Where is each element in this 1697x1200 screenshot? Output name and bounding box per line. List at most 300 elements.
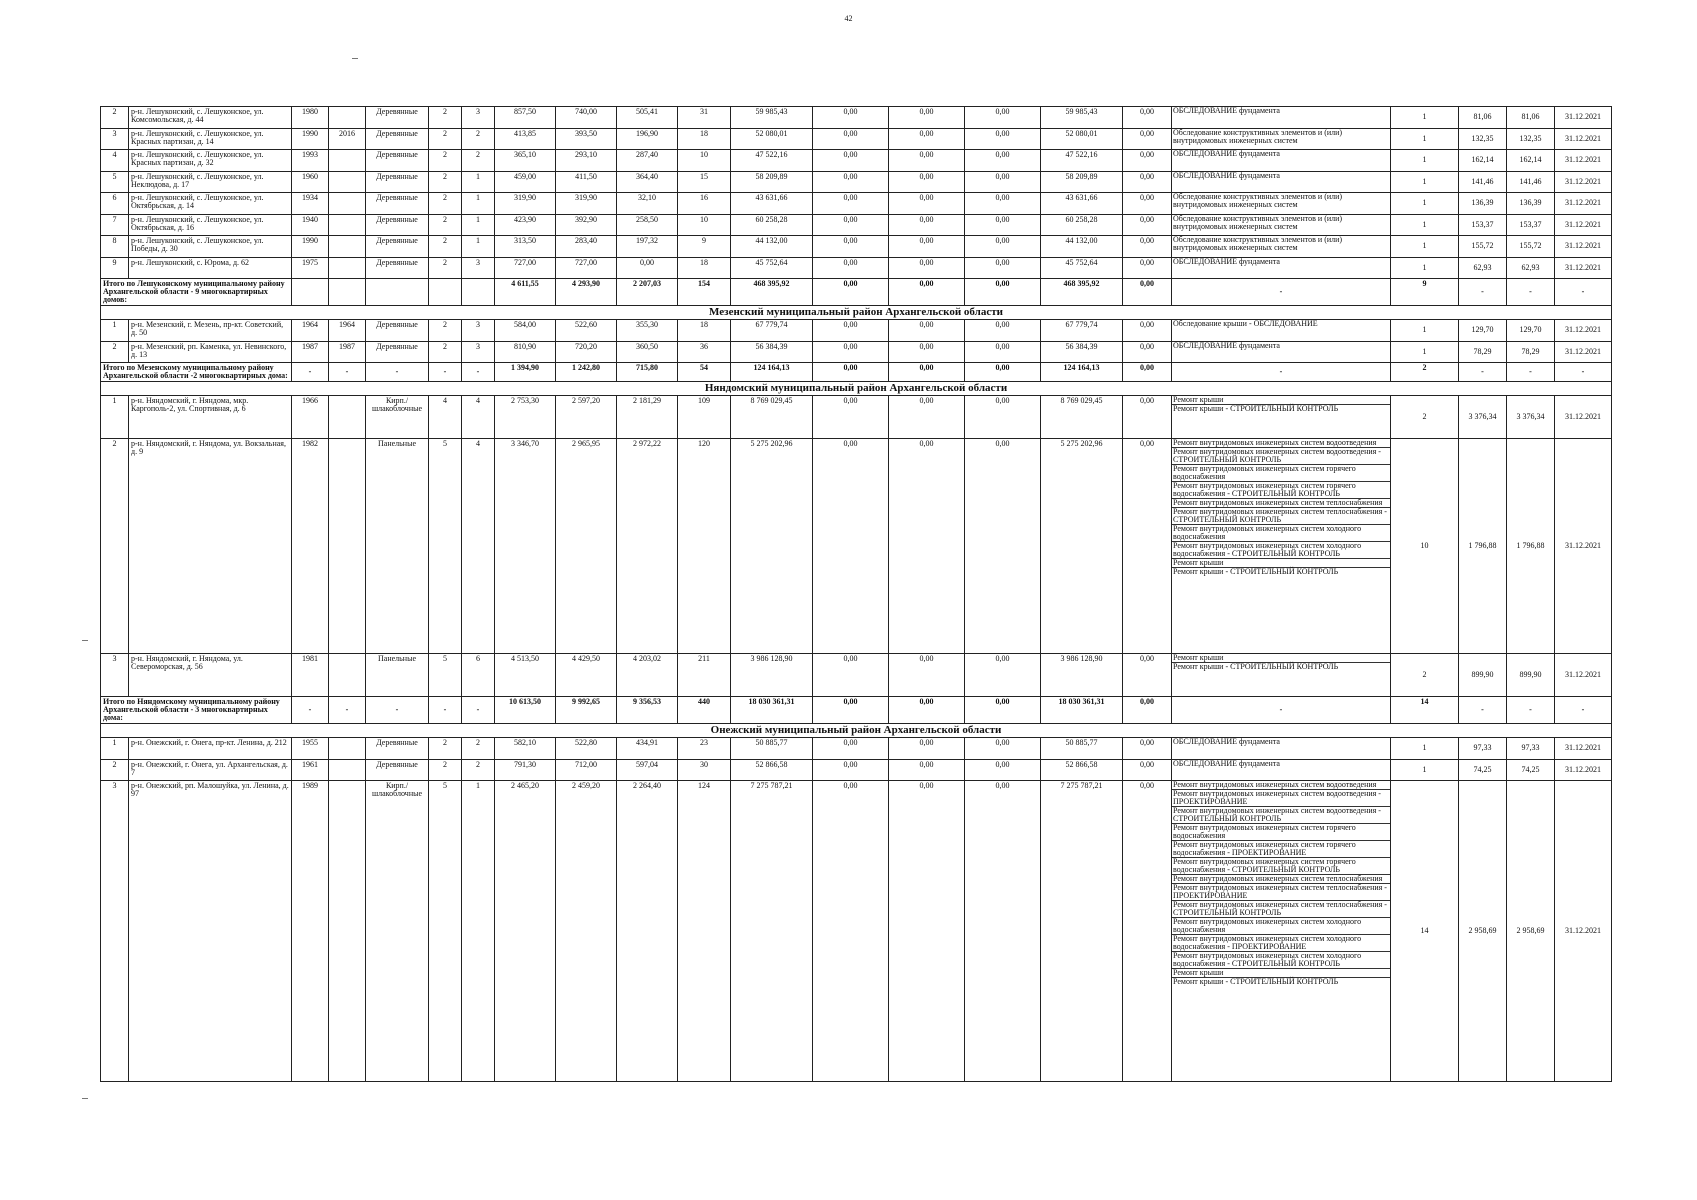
table-row	[101, 781, 1612, 1082]
row-number: 9	[101, 257, 129, 279]
work-item: Ремонт крыши	[1172, 969, 1390, 978]
residents-cell: 36	[678, 341, 731, 363]
region-budget-cell: 0,00	[889, 654, 965, 697]
deadline-cell: 31.12.2021	[1555, 171, 1612, 193]
repair-cost-cell: 8 769 029,45	[731, 396, 813, 439]
work-item: ОБСЛЕДОВАНИЕ фундамента	[1173, 257, 1280, 266]
work-item: Обследование конструктивных элементов и (или) внутридомовых инженерных систем	[1173, 192, 1343, 209]
other-funds-cell: 0,00	[1123, 193, 1172, 215]
total-works-cell: -	[1172, 279, 1391, 306]
works-cell	[1172, 236, 1391, 258]
total-value-cell: 0,00	[889, 279, 965, 306]
repair-cost-cell: 56 384,39	[731, 341, 813, 363]
living-area-cell: 720,20	[556, 341, 617, 363]
total-dash-cell: -	[1555, 279, 1612, 306]
repair-cost-cell: 52 080,01	[731, 128, 813, 150]
total-count-cell: 9	[1391, 279, 1459, 306]
work-count-cell: 2	[1391, 396, 1459, 439]
wall-material-cell: Деревянные	[366, 171, 429, 193]
address-cell: р-н. Лешуконский, с. Лешуконское, ул. Октябрьская, д. 14	[129, 193, 292, 215]
total-dash-cell: -	[329, 697, 366, 724]
owned-area-cell: 505,41	[617, 107, 678, 129]
region-budget-cell: 0,00	[889, 439, 965, 654]
residents-cell: 23	[678, 738, 731, 760]
deadline-cell: 31.12.2021	[1555, 107, 1612, 129]
work-item: ОБСЛЕДОВАНИЕ фундамента	[1173, 171, 1280, 180]
owner-funds-cell: 47 522,16	[1041, 150, 1123, 172]
works-cell	[1172, 214, 1391, 236]
other-funds-cell: 0,00	[1123, 759, 1172, 781]
total-dash-cell: -	[366, 363, 429, 382]
deadline-cell: 31.12.2021	[1555, 781, 1612, 1082]
reconstruction-year-cell	[329, 171, 366, 193]
region-budget-cell: 0,00	[889, 396, 965, 439]
work-item: Ремонт внутридомовых инженерных систем теплоснабжения - ПРОЕКТИРОВАНИЕ	[1172, 884, 1390, 901]
work-item: Ремонт крыши - СТРОИТЕЛЬНЫЙ КОНТРОЛЬ	[1173, 567, 1339, 576]
row-number: 2	[101, 107, 129, 129]
floors-cell: 2	[429, 236, 462, 258]
local-budget-cell: 0,00	[965, 193, 1041, 215]
wall-material-cell: Кирп./ шлакоблочные	[366, 781, 429, 1082]
owner-funds-cell: 8 769 029,45	[1041, 396, 1123, 439]
owned-area-cell: 196,90	[617, 128, 678, 150]
total-value-cell: 0,00	[1123, 697, 1172, 724]
total-value-cell: 4 293,90	[556, 279, 617, 306]
build-year-cell: 1987	[292, 341, 329, 363]
living-area-cell: 522,60	[556, 320, 617, 342]
total-dash-cell: -	[292, 697, 329, 724]
total-dash-cell	[429, 279, 462, 306]
max-unit-cost-cell: 2 958,69	[1507, 781, 1555, 1082]
repair-cost-cell: 60 258,28	[731, 214, 813, 236]
table-row	[101, 439, 1612, 654]
max-unit-cost-cell: 129,70	[1507, 320, 1555, 342]
unit-cost-cell: 153,37	[1459, 214, 1507, 236]
reconstruction-year-cell: 1987	[329, 341, 366, 363]
total-dash-cell	[292, 279, 329, 306]
works-cell	[1172, 341, 1391, 363]
build-year-cell: 1993	[292, 150, 329, 172]
work-item: Ремонт внутридомовых инженерных систем горячего водоснабжения - СТРОИТЕЛЬНЫЙ КОНТРОЛЬ	[1172, 482, 1390, 499]
floors-cell: 2	[429, 193, 462, 215]
address-cell: р-н. Лешуконский, с. Лешуконское, ул. Красных партизан, д. 32	[129, 150, 292, 172]
local-budget-cell: 0,00	[965, 781, 1041, 1082]
floors-cell: 5	[429, 654, 462, 697]
owned-area-cell: 32,10	[617, 193, 678, 215]
total-dash-cell: -	[1555, 697, 1612, 724]
max-unit-cost-cell: 136,39	[1507, 193, 1555, 215]
floors-cell: 2	[429, 341, 462, 363]
row-number: 3	[101, 654, 129, 697]
max-unit-cost-cell: 81,06	[1507, 107, 1555, 129]
build-year-cell: 1961	[292, 759, 329, 781]
unit-cost-cell: 2 958,69	[1459, 781, 1507, 1082]
other-funds-cell: 0,00	[1123, 236, 1172, 258]
work-item: Ремонт внутридомовых инженерных систем теплоснабжения	[1172, 499, 1390, 508]
total-area-cell: 584,00	[495, 320, 556, 342]
table-row	[101, 107, 1612, 129]
build-year-cell: 1934	[292, 193, 329, 215]
total-dash-cell: -	[366, 697, 429, 724]
total-dash-cell: -	[1459, 363, 1507, 382]
table-row	[101, 236, 1612, 258]
total-dash-cell: -	[1459, 279, 1507, 306]
reconstruction-year-cell	[329, 214, 366, 236]
region-budget-cell: 0,00	[889, 107, 965, 129]
total-dash-cell: -	[292, 363, 329, 382]
total-value-cell: 9 992,65	[556, 697, 617, 724]
work-count-cell: 1	[1391, 759, 1459, 781]
deadline-cell: 31.12.2021	[1555, 193, 1612, 215]
other-funds-cell: 0,00	[1123, 439, 1172, 654]
total-label: Итого по Няндомскому муниципальному району Архангельской области - 3 многоквартирных дома:	[101, 697, 292, 724]
total-area-cell: 313,50	[495, 236, 556, 258]
total-dash-cell: -	[1555, 363, 1612, 382]
fund-cell: 0,00	[813, 128, 889, 150]
work-count-cell: 1	[1391, 214, 1459, 236]
region-header-row	[101, 306, 1612, 320]
living-area-cell: 2 459,20	[556, 781, 617, 1082]
owned-area-cell: 0,00	[617, 257, 678, 279]
fund-cell: 0,00	[813, 341, 889, 363]
total-dash-cell: -	[1507, 363, 1555, 382]
work-count-cell: 1	[1391, 738, 1459, 760]
total-value-cell: 4 611,55	[495, 279, 556, 306]
total-area-cell: 857,50	[495, 107, 556, 129]
local-budget-cell: 0,00	[965, 257, 1041, 279]
entrances-cell: 2	[462, 150, 495, 172]
unit-cost-cell: 162,14	[1459, 150, 1507, 172]
work-count-cell: 10	[1391, 439, 1459, 654]
owned-area-cell: 364,40	[617, 171, 678, 193]
living-area-cell: 712,00	[556, 759, 617, 781]
deadline-cell: 31.12.2021	[1555, 654, 1612, 697]
living-area-cell: 4 429,50	[556, 654, 617, 697]
table-row	[101, 150, 1612, 172]
total-dash-cell: -	[429, 697, 462, 724]
region-header-row	[101, 382, 1612, 396]
owned-area-cell: 355,30	[617, 320, 678, 342]
works-cell	[1172, 439, 1391, 654]
residents-cell: 120	[678, 439, 731, 654]
entrances-cell: 4	[462, 396, 495, 439]
wall-material-cell: Кирп./ шлакоблочные	[366, 396, 429, 439]
table-row	[101, 320, 1612, 342]
residents-cell: 15	[678, 171, 731, 193]
wall-material-cell: Панельные	[366, 654, 429, 697]
work-item: Обследование крыши - ОБСЛЕДОВАНИЕ	[1173, 319, 1318, 328]
repair-cost-cell: 47 522,16	[731, 150, 813, 172]
work-item: Ремонт внутридомовых инженерных систем водоотведения	[1172, 781, 1390, 790]
work-item: Ремонт внутридомовых инженерных систем теплоснабжения - СТРОИТЕЛЬНЫЙ КОНТРОЛЬ	[1172, 901, 1390, 918]
work-item: Ремонт крыши	[1172, 654, 1390, 663]
wall-material-cell: Деревянные	[366, 236, 429, 258]
works-cell	[1172, 107, 1391, 129]
total-dash-cell: -	[1459, 697, 1507, 724]
fund-cell: 0,00	[813, 738, 889, 760]
address-cell: р-н. Онежский, г. Онега, пр-кт. Ленина, д. 212	[129, 738, 292, 760]
repair-cost-cell: 44 132,00	[731, 236, 813, 258]
address-cell: р-н. Лешуконский, с. Лешуконское, ул. Победы, д. 30	[129, 236, 292, 258]
region-budget-cell: 0,00	[889, 236, 965, 258]
total-value-cell: 0,00	[813, 279, 889, 306]
total-area-cell: 582,10	[495, 738, 556, 760]
total-area-cell: 810,90	[495, 341, 556, 363]
local-budget-cell: 0,00	[965, 107, 1041, 129]
row-number: 2	[101, 341, 129, 363]
total-value-cell: 0,00	[965, 697, 1041, 724]
owner-funds-cell: 56 384,39	[1041, 341, 1123, 363]
fund-cell: 0,00	[813, 320, 889, 342]
total-value-cell: 468 395,92	[1041, 279, 1123, 306]
owner-funds-cell: 59 985,43	[1041, 107, 1123, 129]
row-number: 1	[101, 396, 129, 439]
max-unit-cost-cell: 78,29	[1507, 341, 1555, 363]
entrances-cell: 1	[462, 236, 495, 258]
total-row	[101, 279, 1612, 306]
residents-cell: 124	[678, 781, 731, 1082]
total-value-cell: 124 164,13	[731, 363, 813, 382]
entrances-cell: 2	[462, 738, 495, 760]
fund-cell: 0,00	[813, 396, 889, 439]
owner-funds-cell: 60 258,28	[1041, 214, 1123, 236]
address-cell: р-н. Мезенский, рп. Каменка, ул. Невинского, д. 13	[129, 341, 292, 363]
row-number: 1	[101, 738, 129, 760]
works-cell	[1172, 781, 1391, 1082]
work-count-cell: 1	[1391, 150, 1459, 172]
fund-cell: 0,00	[813, 236, 889, 258]
total-label: Итого по Лешуконскому муниципальному району Архангельской области - 9 многоквартирных домов:	[101, 279, 292, 306]
repair-cost-cell: 7 275 787,21	[731, 781, 813, 1082]
residents-cell: 18	[678, 128, 731, 150]
address-cell: р-н. Няндомский, г. Няндома, ул. Вокзальная, д. 9	[129, 439, 292, 654]
work-count-cell: 1	[1391, 128, 1459, 150]
owned-area-cell: 197,32	[617, 236, 678, 258]
row-number: 2	[101, 759, 129, 781]
total-dash-cell	[329, 279, 366, 306]
work-item: Ремонт крыши - СТРОИТЕЛЬНЫЙ КОНТРОЛЬ	[1173, 404, 1339, 413]
work-item: Ремонт внутридомовых инженерных систем горячего водоснабжения	[1172, 824, 1390, 841]
work-count-cell: 1	[1391, 341, 1459, 363]
owner-funds-cell: 50 885,77	[1041, 738, 1123, 760]
max-unit-cost-cell: 153,37	[1507, 214, 1555, 236]
unit-cost-cell: 3 376,34	[1459, 396, 1507, 439]
fund-cell: 0,00	[813, 214, 889, 236]
total-works-cell: -	[1172, 697, 1391, 724]
build-year-cell: 1990	[292, 236, 329, 258]
entrances-cell: 1	[462, 193, 495, 215]
local-budget-cell: 0,00	[965, 759, 1041, 781]
region-title: Няндомский муниципальный район Архангельской области	[101, 382, 1612, 396]
work-count-cell: 1	[1391, 193, 1459, 215]
floors-cell: 2	[429, 171, 462, 193]
max-unit-cost-cell: 141,46	[1507, 171, 1555, 193]
work-item: Ремонт внутридомовых инженерных систем водоотведения - СТРОИТЕЛЬНЫЙ КОНТРОЛЬ	[1172, 807, 1390, 824]
region-budget-cell: 0,00	[889, 320, 965, 342]
row-number: 3	[101, 781, 129, 1082]
living-area-cell: 283,40	[556, 236, 617, 258]
local-budget-cell: 0,00	[965, 214, 1041, 236]
owner-funds-cell: 67 779,74	[1041, 320, 1123, 342]
capital-repair-table	[100, 106, 1612, 1082]
floors-cell: 2	[429, 320, 462, 342]
owned-area-cell: 434,91	[617, 738, 678, 760]
work-item: Ремонт внутридомовых инженерных систем водоотведения - ПРОЕКТИРОВАНИЕ	[1172, 790, 1390, 807]
unit-cost-cell: 62,93	[1459, 257, 1507, 279]
residents-cell: 16	[678, 193, 731, 215]
work-item: Ремонт внутридомовых инженерных систем холодного водоснабжения	[1172, 918, 1390, 935]
work-item: ОБСЛЕДОВАНИЕ фундамента	[1173, 341, 1280, 350]
owner-funds-cell: 7 275 787,21	[1041, 781, 1123, 1082]
local-budget-cell: 0,00	[965, 341, 1041, 363]
works-cell	[1172, 396, 1391, 439]
scan-speck	[82, 1098, 88, 1099]
work-count-cell: 1	[1391, 236, 1459, 258]
floors-cell: 4	[429, 396, 462, 439]
deadline-cell: 31.12.2021	[1555, 341, 1612, 363]
entrances-cell: 2	[462, 759, 495, 781]
repair-cost-cell: 45 752,64	[731, 257, 813, 279]
build-year-cell: 1964	[292, 320, 329, 342]
max-unit-cost-cell: 74,25	[1507, 759, 1555, 781]
address-cell: р-н. Онежский, рп. Малошуйка, ул. Ленина, д. 97	[129, 781, 292, 1082]
build-year-cell: 1990	[292, 128, 329, 150]
floors-cell: 2	[429, 107, 462, 129]
region-budget-cell: 0,00	[889, 781, 965, 1082]
reconstruction-year-cell	[329, 236, 366, 258]
living-area-cell: 727,00	[556, 257, 617, 279]
table-row	[101, 171, 1612, 193]
max-unit-cost-cell: 97,33	[1507, 738, 1555, 760]
region-budget-cell: 0,00	[889, 150, 965, 172]
max-unit-cost-cell: 3 376,34	[1507, 396, 1555, 439]
owner-funds-cell: 52 866,58	[1041, 759, 1123, 781]
unit-cost-cell: 1 796,88	[1459, 439, 1507, 654]
address-cell: р-н. Няндомский, г. Няндома, мкр. Каргополь-2, ул. Спортивная, д. 6	[129, 396, 292, 439]
owner-funds-cell: 5 275 202,96	[1041, 439, 1123, 654]
local-budget-cell: 0,00	[965, 654, 1041, 697]
wall-material-cell: Деревянные	[366, 759, 429, 781]
deadline-cell: 31.12.2021	[1555, 214, 1612, 236]
work-count-cell: 1	[1391, 320, 1459, 342]
total-value-cell: 124 164,13	[1041, 363, 1123, 382]
work-count-cell: 1	[1391, 107, 1459, 129]
repair-cost-cell: 50 885,77	[731, 738, 813, 760]
wall-material-cell: Деревянные	[366, 341, 429, 363]
table-row	[101, 257, 1612, 279]
total-value-cell: 1 394,90	[495, 363, 556, 382]
other-funds-cell: 0,00	[1123, 396, 1172, 439]
deadline-cell: 31.12.2021	[1555, 320, 1612, 342]
residents-cell: 30	[678, 759, 731, 781]
living-area-cell: 319,90	[556, 193, 617, 215]
other-funds-cell: 0,00	[1123, 128, 1172, 150]
works-cell	[1172, 738, 1391, 760]
table-row	[101, 341, 1612, 363]
other-funds-cell: 0,00	[1123, 781, 1172, 1082]
owned-area-cell: 2 972,22	[617, 439, 678, 654]
residents-cell: 109	[678, 396, 731, 439]
max-unit-cost-cell: 155,72	[1507, 236, 1555, 258]
entrances-cell: 3	[462, 341, 495, 363]
total-area-cell: 413,85	[495, 128, 556, 150]
entrances-cell: 4	[462, 439, 495, 654]
work-item: ОБСЛЕДОВАНИЕ фундамента	[1173, 106, 1280, 115]
total-row	[101, 697, 1612, 724]
residents-cell: 18	[678, 257, 731, 279]
wall-material-cell: Деревянные	[366, 738, 429, 760]
deadline-cell: 31.12.2021	[1555, 257, 1612, 279]
address-cell: р-н. Онежский, г. Онега, ул. Архангельская, д. 7	[129, 759, 292, 781]
region-title: Онежский муниципальный район Архангельской области	[101, 724, 1612, 738]
deadline-cell: 31.12.2021	[1555, 128, 1612, 150]
owned-area-cell: 2 264,40	[617, 781, 678, 1082]
total-value-cell: 0,00	[1123, 363, 1172, 382]
floors-cell: 5	[429, 781, 462, 1082]
reconstruction-year-cell	[329, 759, 366, 781]
owner-funds-cell: 43 631,66	[1041, 193, 1123, 215]
fund-cell: 0,00	[813, 257, 889, 279]
build-year-cell: 1940	[292, 214, 329, 236]
total-value-cell: 0,00	[889, 697, 965, 724]
total-dash-cell: -	[429, 363, 462, 382]
total-area-cell: 4 513,50	[495, 654, 556, 697]
work-item: ОБСЛЕДОВАНИЕ фундамента	[1173, 737, 1280, 746]
reconstruction-year-cell	[329, 781, 366, 1082]
unit-cost-cell: 141,46	[1459, 171, 1507, 193]
total-value-cell: 9 356,53	[617, 697, 678, 724]
owner-funds-cell: 52 080,01	[1041, 128, 1123, 150]
max-unit-cost-cell: 1 796,88	[1507, 439, 1555, 654]
work-item: Обследование конструктивных элементов и (или) внутридомовых инженерных систем	[1173, 214, 1343, 231]
reconstruction-year-cell	[329, 150, 366, 172]
fund-cell: 0,00	[813, 107, 889, 129]
work-item: Ремонт крыши - СТРОИТЕЛЬНЫЙ КОНТРОЛЬ	[1173, 977, 1339, 986]
local-budget-cell: 0,00	[965, 738, 1041, 760]
work-count-cell: 1	[1391, 171, 1459, 193]
region-budget-cell: 0,00	[889, 738, 965, 760]
address-cell: р-н. Лешуконский, с. Лешуконское, ул. Комсомольская, д. 44	[129, 107, 292, 129]
local-budget-cell: 0,00	[965, 150, 1041, 172]
work-item: Ремонт внутридомовых инженерных систем горячего водоснабжения	[1172, 465, 1390, 482]
address-cell: р-н. Лешуконский, с. Лешуконское, ул. Октябрьская, д. 16	[129, 214, 292, 236]
address-cell: р-н. Лешуконский, с. Юрома, д. 62	[129, 257, 292, 279]
owner-funds-cell: 58 209,89	[1041, 171, 1123, 193]
owner-funds-cell: 45 752,64	[1041, 257, 1123, 279]
work-item: Ремонт внутридомовых инженерных систем теплоснабжения	[1172, 875, 1390, 884]
total-dash-cell: -	[1507, 697, 1555, 724]
deadline-cell: 31.12.2021	[1555, 150, 1612, 172]
works-cell	[1172, 257, 1391, 279]
row-number: 5	[101, 171, 129, 193]
repair-cost-cell: 67 779,74	[731, 320, 813, 342]
reconstruction-year-cell	[329, 257, 366, 279]
region-budget-cell: 0,00	[889, 193, 965, 215]
works-cell	[1172, 320, 1391, 342]
residents-cell: 10	[678, 214, 731, 236]
total-area-cell: 2 465,20	[495, 781, 556, 1082]
work-count-cell: 2	[1391, 654, 1459, 697]
region-title: Мезенский муниципальный район Архангельской области	[101, 306, 1612, 320]
row-number: 7	[101, 214, 129, 236]
scan-speck	[82, 640, 88, 641]
living-area-cell: 293,10	[556, 150, 617, 172]
work-item: Ремонт внутридомовых инженерных систем холодного водоснабжения - ПРОЕКТИРОВАНИЕ	[1172, 935, 1390, 952]
works-cell	[1172, 654, 1391, 697]
repair-cost-cell: 5 275 202,96	[731, 439, 813, 654]
total-area-cell: 365,10	[495, 150, 556, 172]
total-value-cell: 2 207,03	[617, 279, 678, 306]
